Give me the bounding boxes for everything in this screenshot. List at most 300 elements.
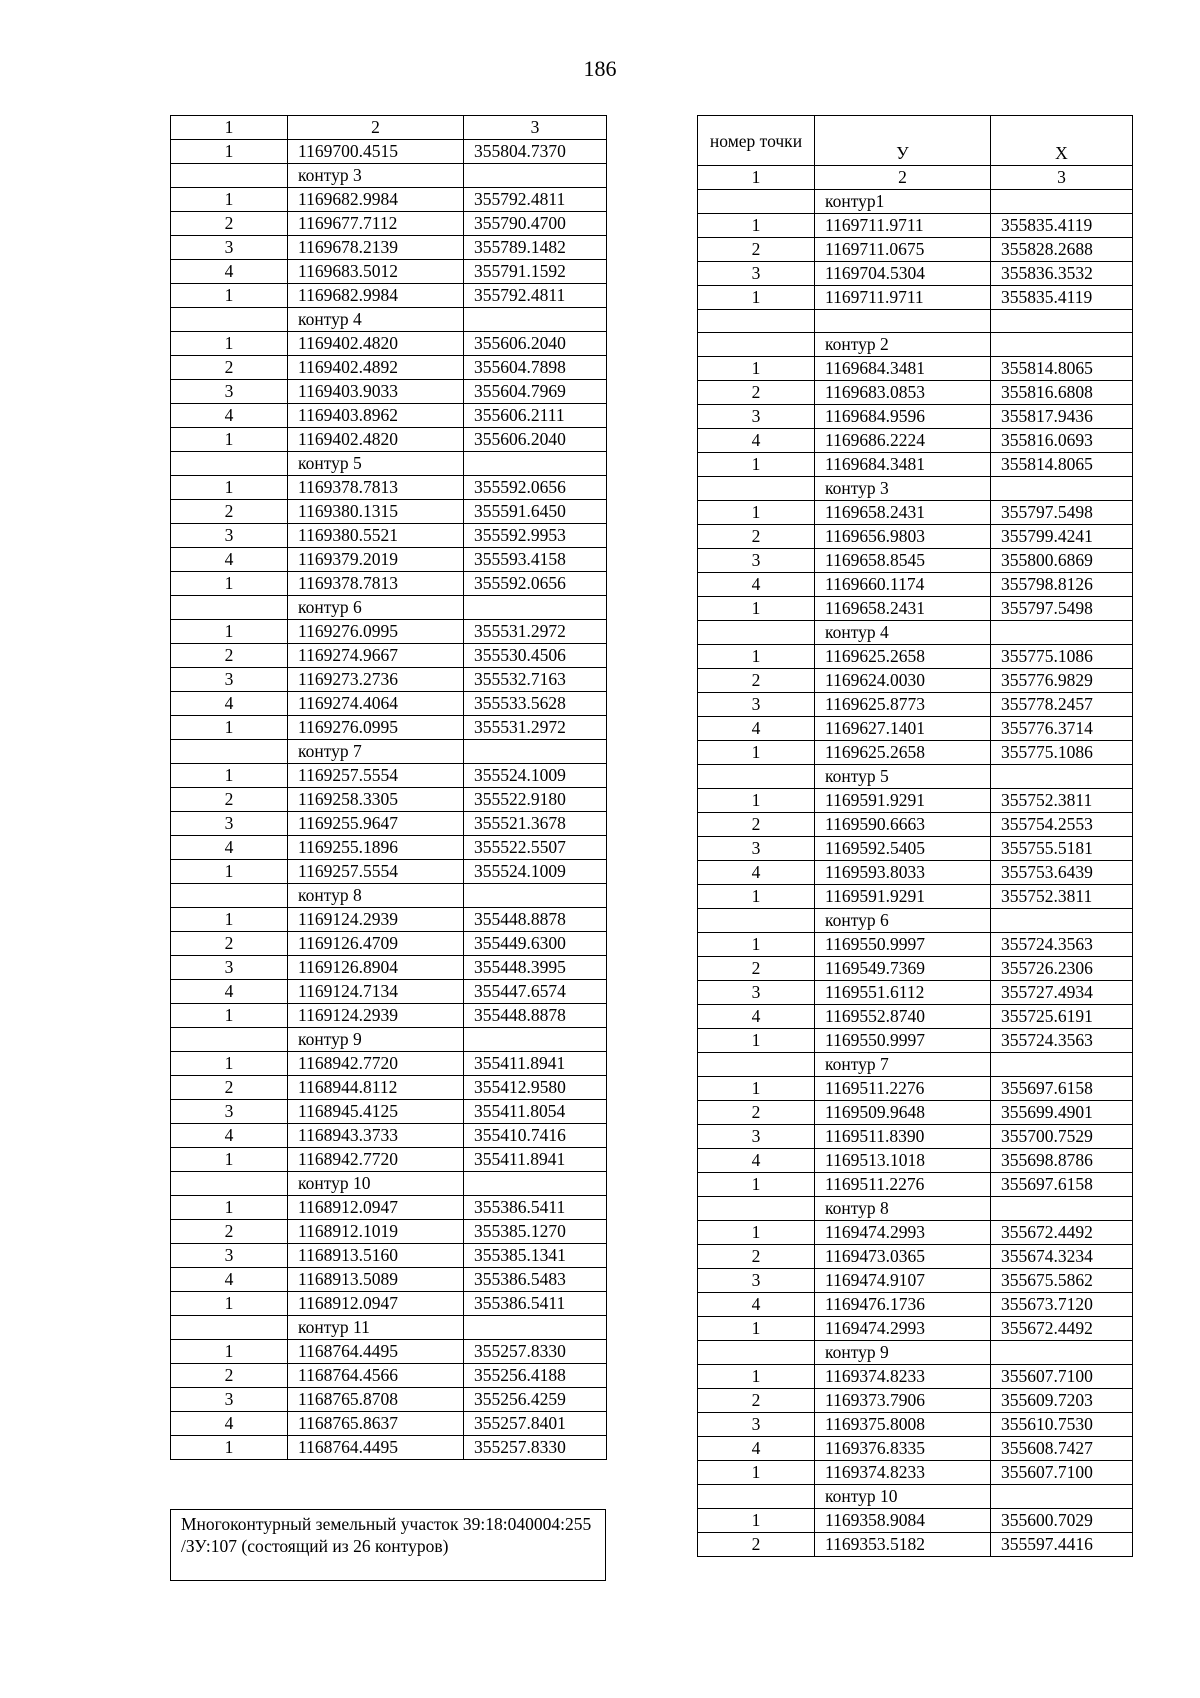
table-row: [171, 1340, 607, 1364]
table-row: [171, 1268, 607, 1292]
x-coordinate-cell: [991, 1053, 1133, 1077]
x-coordinate-cell: 355257.8330: [464, 1340, 607, 1364]
x-coordinate-cell: 355753.6439: [991, 861, 1133, 885]
x-coordinate-cell: 355800.6869: [991, 549, 1133, 573]
x-coordinate-cell: 355412.9580: [464, 1076, 607, 1100]
y-coordinate-cell: 1169476.1736: [815, 1293, 991, 1317]
point-number-cell: 2: [698, 238, 815, 262]
x-coordinate-cell: 355411.8941: [464, 1148, 607, 1172]
y-coordinate-cell: 1169682.9984: [288, 284, 464, 308]
y-coordinate-cell: 1169509.9648: [815, 1101, 991, 1125]
point-number-cell: 1: [171, 1148, 288, 1172]
y-coordinate-cell: 1168764.4495: [288, 1436, 464, 1460]
contour-label-cell: контур 2: [815, 333, 991, 357]
y-coordinate-cell: 1168912.0947: [288, 1292, 464, 1316]
y-coordinate-cell: 1169403.8962: [288, 404, 464, 428]
x-coordinate-cell: 355593.4158: [464, 548, 607, 572]
point-number-cell: 3: [698, 1413, 815, 1437]
column-number-row: [698, 166, 1133, 190]
x-coordinate-cell: 355828.2688: [991, 238, 1133, 262]
x-coordinate-cell: 355789.1482: [464, 236, 607, 260]
y-coordinate-cell: 1168765.8708: [288, 1388, 464, 1412]
x-coordinate-cell: 355797.5498: [991, 501, 1133, 525]
y-coordinate-cell: 1169402.4892: [288, 356, 464, 380]
table-row: [698, 597, 1133, 621]
x-coordinate-cell: 355411.8054: [464, 1100, 607, 1124]
y-coordinate-cell: 1169592.5405: [815, 837, 991, 861]
x-coordinate-cell: [464, 1172, 607, 1196]
point-number-cell: [698, 477, 815, 501]
x-coordinate-cell: [464, 596, 607, 620]
table-row: [171, 356, 607, 380]
contour-label-cell: контур 6: [815, 909, 991, 933]
y-coordinate-cell: [815, 310, 991, 333]
y-coordinate-cell: 1169625.2658: [815, 741, 991, 765]
x-coordinate-cell: 355752.3811: [991, 885, 1133, 909]
contour-label-cell: контур 3: [288, 164, 464, 188]
x-coordinate-cell: 355792.4811: [464, 284, 607, 308]
table-row: [171, 188, 607, 212]
table-row: [698, 813, 1133, 837]
table-row: [698, 333, 1133, 357]
point-number-cell: [698, 1485, 815, 1509]
x-coordinate-cell: 355386.5411: [464, 1292, 607, 1316]
table-row: [698, 405, 1133, 429]
point-number-cell: [698, 1197, 815, 1221]
y-coordinate-cell: 1169711.9711: [815, 286, 991, 310]
y-coordinate-cell: 1169684.3481: [815, 357, 991, 381]
x-coordinate-cell: 355411.8941: [464, 1052, 607, 1076]
x-coordinate-cell: 355257.8401: [464, 1412, 607, 1436]
table-row: [698, 1125, 1133, 1149]
y-coordinate-cell: 1169591.9291: [815, 885, 991, 909]
y-coordinate-cell: 1169627.1401: [815, 717, 991, 741]
table-row: [171, 764, 607, 788]
y-coordinate-cell: 1168913.5089: [288, 1268, 464, 1292]
point-number-cell: 3: [698, 693, 815, 717]
x-coordinate-cell: 355606.2111: [464, 404, 607, 428]
x-coordinate-cell: 355752.3811: [991, 789, 1133, 813]
y-coordinate-cell: 1169625.8773: [815, 693, 991, 717]
table-row: [171, 380, 607, 404]
table-row: [698, 837, 1133, 861]
x-coordinate-cell: 355530.4506: [464, 644, 607, 668]
y-coordinate-cell: 1168764.4566: [288, 1364, 464, 1388]
y-coordinate-cell: 1169678.2139: [288, 236, 464, 260]
point-number-cell: 1: [698, 214, 815, 238]
y-coordinate-cell: 1169276.0995: [288, 620, 464, 644]
point-number-cell: 1: [171, 1004, 288, 1028]
x-coordinate-cell: 355385.1341: [464, 1244, 607, 1268]
column-number-cell: 2: [815, 166, 991, 190]
x-header: Х: [991, 116, 1133, 166]
point-number-cell: 1: [171, 140, 288, 164]
table-row: [698, 1197, 1133, 1221]
y-coordinate-cell: 1169513.1018: [815, 1149, 991, 1173]
table-row: [698, 501, 1133, 525]
x-coordinate-cell: 355754.2553: [991, 813, 1133, 837]
x-coordinate-cell: [991, 765, 1133, 789]
contour-label-cell: контур 5: [815, 765, 991, 789]
x-coordinate-cell: 355533.5628: [464, 692, 607, 716]
table-row: [171, 236, 607, 260]
y-coordinate-cell: 1169375.8008: [815, 1413, 991, 1437]
y-coordinate-cell: 1169257.5554: [288, 764, 464, 788]
y-coordinate-cell: 1169358.9084: [815, 1509, 991, 1533]
table-row: [698, 1245, 1133, 1269]
table-row: [171, 260, 607, 284]
point-number-cell: [698, 310, 815, 333]
x-coordinate-cell: 355792.4811: [464, 188, 607, 212]
table-row: [698, 477, 1133, 501]
x-coordinate-cell: 355790.4700: [464, 212, 607, 236]
contour-label-cell: контур 8: [815, 1197, 991, 1221]
point-number-cell: 1: [171, 764, 288, 788]
right-coordinates-table: [697, 115, 1133, 1557]
x-coordinate-cell: 355672.4492: [991, 1317, 1133, 1341]
point-number-cell: 4: [171, 260, 288, 284]
x-coordinate-cell: 355799.4241: [991, 525, 1133, 549]
x-coordinate-cell: 355592.0656: [464, 572, 607, 596]
x-coordinate-cell: 355532.7163: [464, 668, 607, 692]
point-number-cell: 1: [698, 286, 815, 310]
y-coordinate-cell: 1168944.8112: [288, 1076, 464, 1100]
point-number-cell: 1: [698, 1461, 815, 1485]
table-row: [171, 1364, 607, 1388]
table-row: [171, 1316, 607, 1340]
y-coordinate-cell: 1169378.7813: [288, 476, 464, 500]
table-row: [698, 1173, 1133, 1197]
table-row: [698, 1365, 1133, 1389]
point-number-cell: 1: [698, 357, 815, 381]
column-number-cell: 3: [464, 116, 607, 140]
y-coordinate-cell: 1169474.2993: [815, 1221, 991, 1245]
point-number-cell: 3: [171, 380, 288, 404]
point-number-cell: 4: [171, 836, 288, 860]
table-row: [698, 286, 1133, 310]
y-coordinate-cell: 1169684.9596: [815, 405, 991, 429]
point-number-cell: 1: [698, 1029, 815, 1053]
point-number-cell: [698, 621, 815, 645]
point-number-cell: [698, 765, 815, 789]
y-coordinate-cell: 1169591.9291: [815, 789, 991, 813]
x-coordinate-cell: 355606.2040: [464, 332, 607, 356]
x-coordinate-cell: 355447.6574: [464, 980, 607, 1004]
y-coordinate-cell: 1169474.9107: [815, 1269, 991, 1293]
y-coordinate-cell: 1169684.3481: [815, 453, 991, 477]
point-number-cell: 4: [171, 404, 288, 428]
point-number-cell: 3: [171, 812, 288, 836]
point-number-cell: 2: [698, 1389, 815, 1413]
y-coordinate-cell: 1169656.9803: [815, 525, 991, 549]
y-coordinate-cell: 1169255.1896: [288, 836, 464, 860]
y-coordinate-cell: 1169511.2276: [815, 1173, 991, 1197]
y-coordinate-cell: 1169126.8904: [288, 956, 464, 980]
table-row: [171, 1076, 607, 1100]
x-coordinate-cell: [991, 310, 1133, 333]
point-number-cell: 2: [171, 1220, 288, 1244]
land-plot-caption: Многоконтурный земельный участок 39:18:040004:255 /ЗУ:107 (состоящий из 26 контуров): [170, 1509, 606, 1581]
table-row: [698, 1149, 1133, 1173]
point-number-cell: 3: [171, 668, 288, 692]
table-row: [171, 1052, 607, 1076]
point-number-cell: 3: [698, 405, 815, 429]
contour-label-cell: контур 5: [288, 452, 464, 476]
table-row: [171, 1244, 607, 1268]
x-coordinate-cell: 355778.2457: [991, 693, 1133, 717]
point-number-cell: 4: [171, 1268, 288, 1292]
contour-label-cell: контур 7: [288, 740, 464, 764]
x-coordinate-cell: [464, 452, 607, 476]
table-row: [698, 861, 1133, 885]
point-number-cell: 1: [171, 1292, 288, 1316]
point-number-cell: 4: [171, 548, 288, 572]
y-coordinate-cell: 1169380.1315: [288, 500, 464, 524]
table-row: [171, 908, 607, 932]
x-coordinate-cell: 355591.6450: [464, 500, 607, 524]
y-coordinate-cell: 1169473.0365: [815, 1245, 991, 1269]
point-number-cell: 4: [698, 1293, 815, 1317]
y-coordinate-cell: 1169374.8233: [815, 1365, 991, 1389]
point-number-cell: 2: [698, 813, 815, 837]
point-number-cell: 4: [698, 1005, 815, 1029]
x-coordinate-cell: 355257.8330: [464, 1436, 607, 1460]
table-row: [698, 885, 1133, 909]
y-coordinate-cell: 1169704.5304: [815, 262, 991, 286]
y-coordinate-cell: 1168942.7720: [288, 1148, 464, 1172]
point-number-header: номер точки: [698, 116, 815, 166]
point-number-cell: [698, 333, 815, 357]
point-number-cell: 1: [698, 1221, 815, 1245]
y-coordinate-cell: 1169124.2939: [288, 1004, 464, 1028]
table-row: [698, 957, 1133, 981]
x-coordinate-cell: 355725.6191: [991, 1005, 1133, 1029]
table-row: [698, 717, 1133, 741]
x-coordinate-cell: 355700.7529: [991, 1125, 1133, 1149]
y-coordinate-cell: 1169624.0030: [815, 669, 991, 693]
x-coordinate-cell: [464, 308, 607, 332]
table-row: [698, 357, 1133, 381]
x-coordinate-cell: 355592.0656: [464, 476, 607, 500]
table-row: [698, 741, 1133, 765]
point-number-cell: 1: [698, 789, 815, 813]
x-coordinate-cell: 355697.6158: [991, 1077, 1133, 1101]
x-coordinate-cell: 355531.2972: [464, 716, 607, 740]
table-row: [698, 1293, 1133, 1317]
point-number-cell: 1: [171, 572, 288, 596]
table-row: [171, 596, 607, 620]
table-row: [171, 740, 607, 764]
y-coordinate-cell: 1169711.0675: [815, 238, 991, 262]
contour-label-cell: контур 8: [288, 884, 464, 908]
x-coordinate-cell: 355836.3532: [991, 262, 1133, 286]
table-row: [698, 525, 1133, 549]
point-number-cell: 2: [171, 788, 288, 812]
x-coordinate-cell: [464, 884, 607, 908]
y-coordinate-cell: 1169682.9984: [288, 188, 464, 212]
point-number-cell: 1: [171, 476, 288, 500]
point-number-cell: 3: [171, 236, 288, 260]
table-row: [698, 669, 1133, 693]
table-row: [171, 332, 607, 356]
point-number-cell: [171, 452, 288, 476]
x-coordinate-cell: 355727.4934: [991, 981, 1133, 1005]
point-number-cell: 1: [698, 1173, 815, 1197]
y-coordinate-cell: 1169683.5012: [288, 260, 464, 284]
table-row: [171, 620, 607, 644]
contour-label-cell: контур 11: [288, 1316, 464, 1340]
x-coordinate-cell: 355835.4119: [991, 214, 1133, 238]
x-coordinate-cell: [991, 1341, 1133, 1365]
x-coordinate-cell: 355531.2972: [464, 620, 607, 644]
point-number-cell: [698, 190, 815, 214]
table-row: [698, 1413, 1133, 1437]
x-coordinate-cell: 355726.2306: [991, 957, 1133, 981]
x-coordinate-cell: 355592.9953: [464, 524, 607, 548]
y-coordinate-cell: 1169274.9667: [288, 644, 464, 668]
point-number-cell: 2: [698, 525, 815, 549]
y-coordinate-cell: 1169374.8233: [815, 1461, 991, 1485]
x-coordinate-cell: [991, 333, 1133, 357]
column-number-cell: 2: [288, 116, 464, 140]
y-coordinate-cell: 1169677.7112: [288, 212, 464, 236]
x-coordinate-cell: 355524.1009: [464, 860, 607, 884]
y-coordinate-cell: 1169474.2993: [815, 1317, 991, 1341]
point-number-cell: 2: [171, 932, 288, 956]
x-coordinate-cell: 355610.7530: [991, 1413, 1133, 1437]
y-coordinate-cell: 1169711.9711: [815, 214, 991, 238]
point-number-cell: 1: [171, 716, 288, 740]
point-number-cell: 2: [698, 1533, 815, 1557]
x-coordinate-cell: 355816.6808: [991, 381, 1133, 405]
x-coordinate-cell: 355386.5411: [464, 1196, 607, 1220]
table-row: [171, 788, 607, 812]
table-row: [698, 1269, 1133, 1293]
table-row: [698, 1029, 1133, 1053]
point-number-cell: [698, 1053, 815, 1077]
point-number-cell: 2: [698, 1101, 815, 1125]
point-number-cell: 1: [171, 1052, 288, 1076]
point-number-cell: 2: [171, 1364, 288, 1388]
table-row: [698, 1053, 1133, 1077]
x-coordinate-cell: [464, 1316, 607, 1340]
point-number-cell: 3: [698, 1125, 815, 1149]
contour-label-cell: контур 3: [815, 477, 991, 501]
x-coordinate-cell: 355386.5483: [464, 1268, 607, 1292]
table-row: [698, 429, 1133, 453]
point-number-cell: 1: [698, 453, 815, 477]
x-coordinate-cell: 355521.3678: [464, 812, 607, 836]
table-row: [171, 428, 607, 452]
point-number-cell: 1: [698, 1317, 815, 1341]
y-coordinate-cell: 1169552.8740: [815, 1005, 991, 1029]
y-coordinate-cell: 1169379.2019: [288, 548, 464, 572]
table-row: [698, 693, 1133, 717]
y-coordinate-cell: 1169403.9033: [288, 380, 464, 404]
x-coordinate-cell: 355776.9829: [991, 669, 1133, 693]
table-row: [698, 1461, 1133, 1485]
point-number-cell: 3: [698, 837, 815, 861]
contour-label-cell: контур 10: [288, 1172, 464, 1196]
point-number-cell: [171, 1316, 288, 1340]
table-row: [171, 212, 607, 236]
y-coordinate-cell: 1168765.8637: [288, 1412, 464, 1436]
contour-label-cell: контур 9: [815, 1341, 991, 1365]
y-coordinate-cell: 1169511.2276: [815, 1077, 991, 1101]
y-coordinate-cell: 1169378.7813: [288, 572, 464, 596]
y-coordinate-cell: 1169402.4820: [288, 332, 464, 356]
point-number-cell: 1: [171, 188, 288, 212]
table-row: [171, 1412, 607, 1436]
point-number-cell: 1: [171, 908, 288, 932]
table-row: [171, 140, 607, 164]
y-coordinate-cell: 1169274.4064: [288, 692, 464, 716]
y-coordinate-cell: 1168913.5160: [288, 1244, 464, 1268]
x-coordinate-cell: 355448.3995: [464, 956, 607, 980]
x-coordinate-cell: 355607.7100: [991, 1461, 1133, 1485]
table-row: [698, 190, 1133, 214]
point-number-cell: 1: [171, 332, 288, 356]
y-coordinate-cell: 1169380.5521: [288, 524, 464, 548]
y-coordinate-cell: 1169124.2939: [288, 908, 464, 932]
contour-label-cell: контур 10: [815, 1485, 991, 1509]
point-number-cell: 3: [171, 1100, 288, 1124]
point-number-cell: 4: [698, 429, 815, 453]
table-row: [171, 956, 607, 980]
table-row: [171, 308, 607, 332]
table-row: [171, 1148, 607, 1172]
table-row: [171, 1004, 607, 1028]
x-coordinate-cell: [991, 909, 1133, 933]
point-number-cell: 4: [698, 861, 815, 885]
table-row: [698, 1341, 1133, 1365]
x-coordinate-cell: 355256.4188: [464, 1364, 607, 1388]
table-row: [698, 1533, 1133, 1557]
y-coordinate-cell: 1169590.6663: [815, 813, 991, 837]
point-number-cell: [171, 164, 288, 188]
table-row: [698, 1389, 1133, 1413]
table-row: [171, 1028, 607, 1052]
table-row: [171, 1292, 607, 1316]
table-row: [698, 765, 1133, 789]
y-coordinate-cell: 1169255.9647: [288, 812, 464, 836]
y-coordinate-cell: 1168912.0947: [288, 1196, 464, 1220]
point-number-cell: 2: [698, 957, 815, 981]
table-row: [171, 572, 607, 596]
table-row: [171, 404, 607, 428]
x-coordinate-cell: 355673.7120: [991, 1293, 1133, 1317]
y-coordinate-cell: 1169376.8335: [815, 1437, 991, 1461]
point-number-cell: 1: [698, 1365, 815, 1389]
x-coordinate-cell: 355448.8878: [464, 908, 607, 932]
x-coordinate-cell: 355410.7416: [464, 1124, 607, 1148]
table-row: [171, 644, 607, 668]
table-row: [171, 1388, 607, 1412]
x-coordinate-cell: 355835.4119: [991, 286, 1133, 310]
y-coordinate-cell: 1169258.3305: [288, 788, 464, 812]
table-row: [698, 1437, 1133, 1461]
table-row: [171, 812, 607, 836]
table-row: [171, 860, 607, 884]
point-number-cell: [698, 909, 815, 933]
y-header: У: [815, 116, 991, 166]
table-row: [698, 645, 1133, 669]
x-coordinate-cell: 355816.0693: [991, 429, 1133, 453]
point-number-cell: 2: [171, 644, 288, 668]
table-row: [171, 164, 607, 188]
table-row: [698, 310, 1133, 333]
table-row: [698, 573, 1133, 597]
